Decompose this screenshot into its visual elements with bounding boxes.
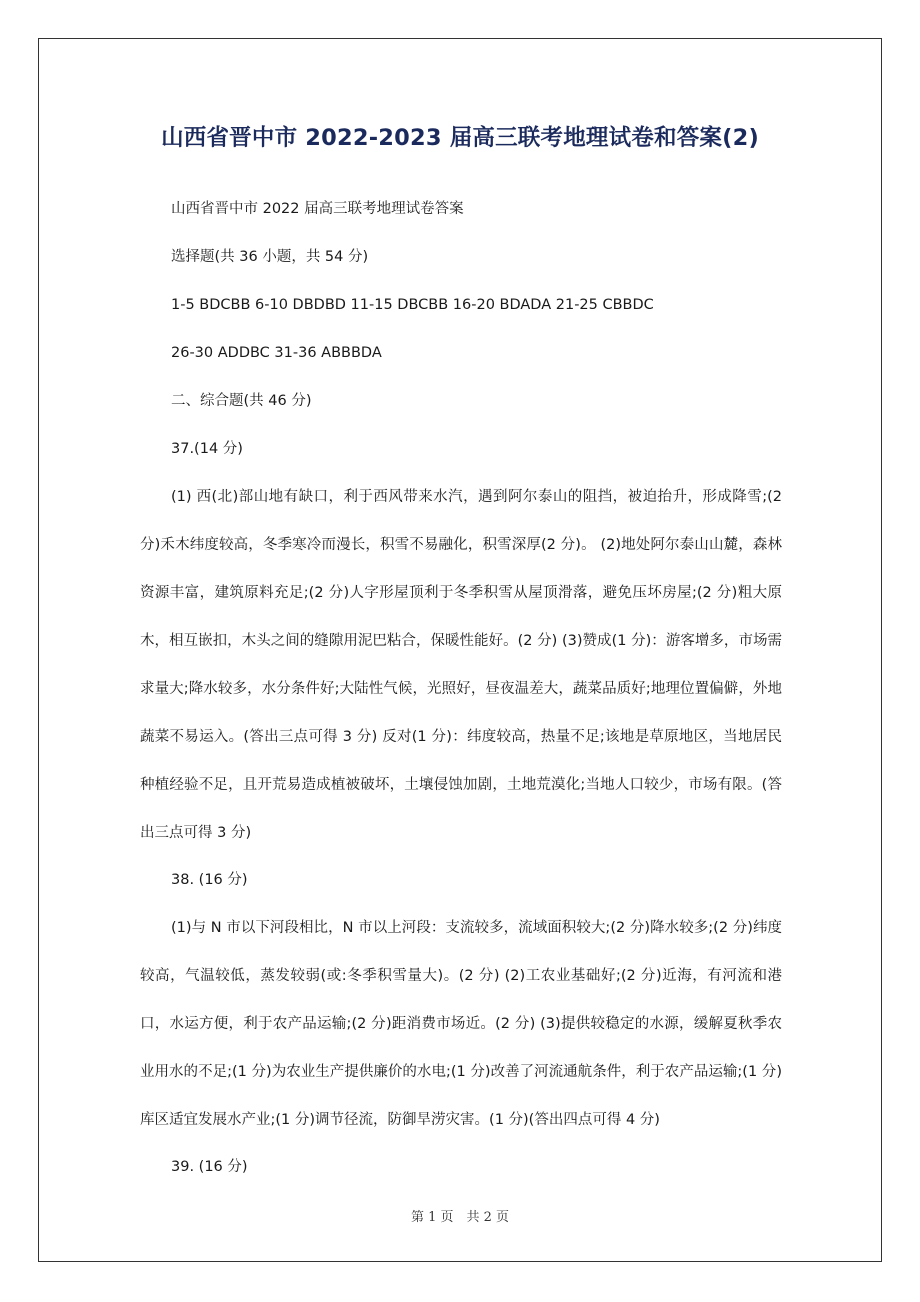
document-body: [140, 196, 782, 1202]
paragraph-q37-heading: 37.(14 分): [171, 441, 243, 457]
paragraph-q39-heading: 39. (16 分): [171, 1159, 248, 1175]
paragraph-subtitle: 山西省晋中市 2022 届高三联考地理试卷答案: [171, 201, 464, 217]
paragraph-q38-answer: (1)与 N 市以下河段相比，N 市以上河段：支流较多，流域面积较大;(2 分)降水较多;(2 分)纬度较高，气温较低，蒸发较弱(或:冬季积雪量大)。(2 分) (2)工农业基础好;(2 分)近海，有河流和港口，水运方便，利于农产品运输;(2 分)距消费市场近。(2 分) (3)提供较稳定的水源，缓解夏秋季农业用水的不足;(1 分)为农业生产提供廉价的水电;(1 分)改善了河流通航条件，利于农产品运输;(1 分)库区适宜发展水产业;(1 分)调节径流，防御旱涝灾害。(1 分)(答出四点可得 4 分): [140, 920, 782, 1128]
paragraph-q37-answer: (1) 西(北)部山地有缺口，利于西风带来水汽，遇到阿尔泰山的阻挡，被迫抬升，形成降雪;(2 分)禾木纬度较高，冬季寒冷而漫长，积雪不易融化，积雪深厚(2 分)。 (2)地处阿尔泰山山麓，森林资源丰富，建筑原料充足;(2 分)人字形屋顶利于冬季积雪从屋顶滑落，避免压坏房屋;(2 分)粗大原木，相互嵌扣，木头之间的缝隙用泥巴粘合，保暖性能好。(2 分) (3)赞成(1 分)：游客增多，市场需求量大;降水较多，水分条件好;大陆性气候，光照好，昼夜温差大，蔬菜品质好;地理位置偏僻，外地蔬菜不易运入。(答出三点可得 3 分) 反对(1 分)：纬度较高，热量不足;该地是草原地区，当地居民种植经验不足，且开荒易造成植被破坏，土壤侵蚀加剧，土地荒漠化;当地人口较少，市场有限。(答出三点可得 3 分): [140, 489, 782, 841]
document-title: 山西省晋中市 2022-2023 届高三联考地理试卷和答案(2): [161, 125, 759, 151]
paragraph-answers-2: 26-30 ADDBC 31-36 ABBBDA: [171, 345, 382, 361]
paragraph-answers-1: 1-5 BDCBB 6-10 DBDBD 11-15 DBCBB 16-20 BDADA 21-25 CBBDC: [171, 297, 654, 313]
paragraph-q38-heading: 38. (16 分): [171, 872, 248, 888]
page-number-footer: 第 1 页 共 2 页: [410, 1210, 510, 1225]
paragraph-section-comprehensive: 二、综合题(共 46 分): [171, 393, 312, 409]
paragraph-section-choice: 选择题(共 36 小题，共 54 分): [171, 249, 369, 265]
